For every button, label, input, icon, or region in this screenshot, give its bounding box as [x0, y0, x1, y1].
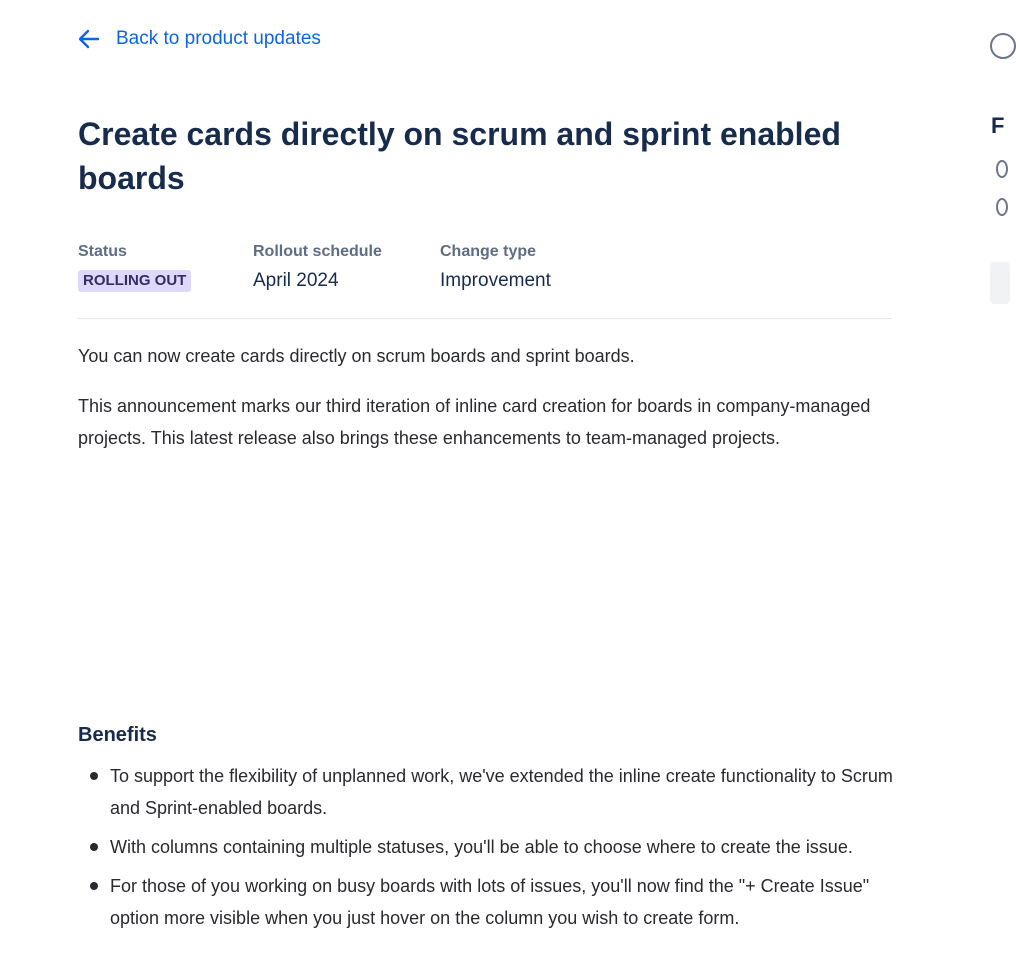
change-type-label: Change type — [440, 243, 537, 260]
sidebar-radio-icon[interactable] — [996, 160, 1008, 178]
rollout-field — [253, 240, 382, 296]
sidebar-heading-partial: F — [991, 113, 1005, 138]
sidebar-radio-icon[interactable] — [996, 198, 1008, 216]
update-metadata — [78, 240, 892, 319]
list-item — [78, 870, 898, 934]
benefit-text: For those of you working on busy boards with lots of issues, you'll now find the "+ Create Issue" option more visible when you just hover on the column you wish to create form. — [110, 876, 870, 928]
rollout-value: April 2024 — [253, 270, 339, 291]
sidebar-card[interactable] — [990, 262, 1010, 304]
change-type-value: Improvement — [440, 270, 551, 291]
iteration-paragraph: This announcement marks our third iteration of inline card creation for boards in company-managed projects. This latest release also brings these enhancements to team-managed projects. — [78, 396, 871, 448]
benefit-text: With columns containing multiple statuses, you'll be able to choose where to create the issue. — [110, 837, 853, 857]
arrow-left-icon — [78, 28, 100, 50]
list-item — [78, 831, 898, 863]
change-type-field — [440, 240, 551, 296]
benefits-list — [78, 760, 898, 941]
status-field — [78, 240, 191, 292]
benefit-text: To support the flexibility of unplanned work, we've extended the inline create functionality to Scrum and Sprint-enabled boards. — [110, 766, 893, 818]
bullet-icon — [90, 772, 98, 780]
back-to-product-updates-link[interactable] — [78, 28, 321, 50]
intro-paragraph: You can now create cards directly on scrum boards and sprint boards. — [78, 346, 635, 366]
list-item — [78, 760, 898, 824]
page-title: Create cards directly on scrum and sprint enabled boards — [78, 116, 841, 196]
bullet-icon — [90, 882, 98, 890]
back-link-label: Back to product updates — [116, 28, 321, 49]
bullet-icon — [90, 843, 98, 851]
status-badge: ROLLING OUT — [78, 270, 191, 292]
benefits-heading: Benefits — [78, 724, 157, 746]
rollout-label: Rollout schedule — [253, 243, 382, 260]
status-label: Status — [78, 243, 127, 260]
sidebar-search-icon[interactable] — [990, 33, 1016, 59]
